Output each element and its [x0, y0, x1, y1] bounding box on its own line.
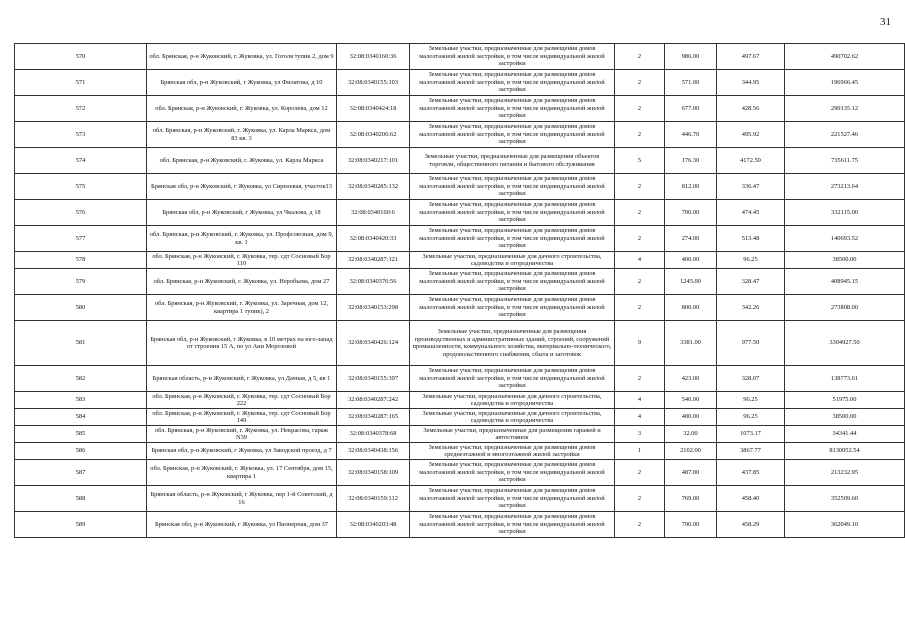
row-area: 400.00 — [665, 252, 717, 269]
table-row — [15, 409, 905, 426]
row-unit-price: 342.26 — [717, 295, 785, 321]
row-cadastral-number: 32:08:0340287:121 — [337, 252, 410, 269]
row-number: 571 — [15, 70, 147, 96]
row-cadastral-value: 221527.46 — [785, 122, 905, 148]
row-cadastral-value: 38500.00 — [785, 409, 905, 426]
row-number: 575 — [15, 174, 147, 200]
row-land-use: Земельные участки, предназначенные для размещения домов малоэтажной жилой застройки, в том числе индивидуальной жилой застройки — [410, 486, 615, 512]
row-land-use: Земельные участки, предназначенные для дачного строительства, садоводства и огородничества — [410, 392, 615, 409]
table-row — [15, 366, 905, 392]
row-category: 2 — [615, 200, 665, 226]
row-cadastral-value: 290135.12 — [785, 96, 905, 122]
row-area: 986.00 — [665, 44, 717, 70]
row-area: 571.00 — [665, 70, 717, 96]
row-land-use: Земельные участки, предназначенные для размещения домов малоэтажной жилой застройки, в том числе индивидуальной жилой застройки — [410, 295, 615, 321]
row-number: 587 — [15, 460, 147, 486]
row-category: 2 — [615, 44, 665, 70]
page-number: 31 — [880, 16, 891, 28]
row-category: 2 — [615, 486, 665, 512]
table-row — [15, 295, 905, 321]
row-unit-price: 497.67 — [717, 44, 785, 70]
row-cadastral-number: 32:08:0340378:68 — [337, 426, 410, 443]
row-category: 2 — [615, 122, 665, 148]
row-category: 1 — [615, 443, 665, 460]
row-address: обл. Брянская, р-н Жуковский, г. Жуковка, ул. Профсоюзная, дом 9, кв. 1 — [147, 226, 337, 252]
row-land-use: Земельные участки, предназначенные для размещения домов малоэтажной жилой застройки, в том числе индивидуальной жилой застройки — [410, 122, 615, 148]
row-land-use: Земельные участки, предназначенные для размещения производственных и административных зданий, строений, сооружений промышленности, коммунального хозяйства, материально-технического, продовольственного снабжения, сбыта и заготовок — [410, 321, 615, 366]
row-address: Брянская обл, р-н Жуковский, г Жуковка, ул Заводской проезд, д 7 — [147, 443, 337, 460]
row-category: 2 — [615, 269, 665, 295]
row-address: обл. Брянская, р-н Жуковский, г. Жуковка, ул. Карла Маркса — [147, 148, 337, 174]
row-address: Брянская область, р-н Жуковский, г Жуковка, ул Дачная, д 5, кв 1 — [147, 366, 337, 392]
row-number: 578 — [15, 252, 147, 269]
row-area: 677.00 — [665, 96, 717, 122]
row-category: 2 — [615, 512, 665, 538]
row-address: Брянская область, р-н Жуковский, г Жуковка, пер 1-й Советский, д 16 — [147, 486, 337, 512]
row-address: обл. Брянская, р-н Жуковский, г. Жуковка, ул. Карла Маркса, дом 83 кв. 3 — [147, 122, 337, 148]
table-row — [15, 443, 905, 460]
row-land-use: Земельные участки, предназначенные для размещения домов малоэтажной жилой застройки, в том числе индивидуальной жилой застройки — [410, 96, 615, 122]
row-land-use: Земельные участки, предназначенные для размещения домов малоэтажной жилой застройки, в том числе индивидуальной жилой застройки — [410, 174, 615, 200]
row-cadastral-number: 32:08:0340153:298 — [337, 295, 410, 321]
row-category: 2 — [615, 295, 665, 321]
row-land-use: Земельные участки, предназначенные для размещения домов малоэтажной жилой застройки, в том числе индивидуальной жилой застройки — [410, 200, 615, 226]
row-cadastral-number: 32:08:0340203:48 — [337, 512, 410, 538]
row-cadastral-number: 32:08:0340376:56 — [337, 269, 410, 295]
row-number: 588 — [15, 486, 147, 512]
row-number: 583 — [15, 392, 147, 409]
row-number: 574 — [15, 148, 147, 174]
row-category: 5 — [615, 148, 665, 174]
row-category: 2 — [615, 96, 665, 122]
row-address: обл. Брянская, р-н Жуковский, г. Жуковка, ул. Некрасова, гараж N39 — [147, 426, 337, 443]
row-address: Брянская обл, р-н Жуковский, г Жуковка, в 10 метрах на юго-запад от строения 15 А, по ул Ани Морозовой — [147, 321, 337, 366]
row-number: 589 — [15, 512, 147, 538]
table-row — [15, 252, 905, 269]
table-row — [15, 392, 905, 409]
row-number: 580 — [15, 295, 147, 321]
row-area: 769.00 — [665, 486, 717, 512]
row-area: 700.00 — [665, 200, 717, 226]
row-cadastral-value: 38500.00 — [785, 252, 905, 269]
row-area: 800.00 — [665, 295, 717, 321]
row-cadastral-number: 32:08:0340158:109 — [337, 460, 410, 486]
row-area: 32.00 — [665, 426, 717, 443]
row-cadastral-value: 213232.95 — [785, 460, 905, 486]
row-area: 274.00 — [665, 226, 717, 252]
table-row — [15, 460, 905, 486]
row-land-use: Земельные участки, предназначенные для размещения домов малоэтажной жилой застройки, в том числе индивидуальной жилой застройки — [410, 512, 615, 538]
row-land-use: Земельные участки, предназначенные для размещения домов малоэтажной жилой застройки, в том числе индивидуальной жилой застройки — [410, 226, 615, 252]
row-cadastral-number: 32:08:0340438:156 — [337, 443, 410, 460]
table-row — [15, 70, 905, 96]
row-address: обл. Брянская, р-н Жуковский, г. Жуковка, тер. сдт Сосновый Бор 110 — [147, 252, 337, 269]
row-cadastral-value: 273213.64 — [785, 174, 905, 200]
row-cadastral-number: 32:08:0340155:397 — [337, 366, 410, 392]
row-address: обл. Брянская, р-н Жуковский, г. Жуковка, ул. Гоголя тупик 2, дом 9 — [147, 44, 337, 70]
row-unit-price: 458.40 — [717, 486, 785, 512]
row-area: 487.00 — [665, 460, 717, 486]
row-cadastral-value: 490702.62 — [785, 44, 905, 70]
row-land-use: Земельные участки, предназначенные для размещения домов малоэтажной жилой застройки, в том числе индивидуальной жилой застройки — [410, 269, 615, 295]
row-unit-price: 458.29 — [717, 512, 785, 538]
row-unit-price: 1073.17 — [717, 426, 785, 443]
row-number: 582 — [15, 366, 147, 392]
row-cadastral-number: 32:08:0340160:6 — [337, 200, 410, 226]
row-category: 2 — [615, 174, 665, 200]
row-category: 2 — [615, 366, 665, 392]
row-cadastral-value: 273808.00 — [785, 295, 905, 321]
row-cadastral-value: 735611.75 — [785, 148, 905, 174]
table-row — [15, 486, 905, 512]
row-category: 2 — [615, 70, 665, 96]
row-cadastral-value: 3304927.50 — [785, 321, 905, 366]
row-unit-price: 3867.77 — [717, 443, 785, 460]
row-land-use: Земельные участки, предназначенные для дачного строительства, садоводства и огородничества — [410, 409, 615, 426]
row-cadastral-value: 408945.15 — [785, 269, 905, 295]
row-cadastral-number: 32:08:0340206:62 — [337, 122, 410, 148]
table-row — [15, 426, 905, 443]
row-number: 579 — [15, 269, 147, 295]
land-registry-table — [14, 43, 905, 538]
row-area: 790.00 — [665, 512, 717, 538]
row-land-use: Земельные участки, предназначенные для дачного строительства, садоводства и огородничества — [410, 252, 615, 269]
row-land-use: Земельные участки, предназначенные для размещения домов среднеэтажной и многоэтажной жилой застройки — [410, 443, 615, 460]
row-cadastral-number: 32:08:0340155:103 — [337, 70, 410, 96]
row-area: 2102.00 — [665, 443, 717, 460]
table-row — [15, 174, 905, 200]
row-land-use: Земельные участки, предназначенные для размещения домов малоэтажной жилой застройки, в том числе индивидуальной жилой застройки — [410, 366, 615, 392]
row-land-use: Земельные участки, предназначенные для размещения объектов торговли, общественного питания и бытового обслуживания — [410, 148, 615, 174]
row-land-use: Земельные участки, предназначенные для размещения домов малоэтажной жилой застройки, в том числе индивидуальной жилой застройки — [410, 460, 615, 486]
row-category: 4 — [615, 392, 665, 409]
row-cadastral-value: 140693.52 — [785, 226, 905, 252]
row-land-use: Земельные участки, предназначенные для размещения гаражей и автостоянок — [410, 426, 615, 443]
row-cadastral-number: 32:08:0340285:132 — [337, 174, 410, 200]
row-unit-price: 96.25 — [717, 252, 785, 269]
row-unit-price: 495.92 — [717, 122, 785, 148]
row-cadastral-number: 32:08:0340287:165 — [337, 409, 410, 426]
row-address: обл. Брянская, р-н Жуковский, г. Жуковка, ул. 17 Сентября, дом 15, квартира 1 — [147, 460, 337, 486]
row-cadastral-number: 32:08:0340160:36 — [337, 44, 410, 70]
row-address: обл. Брянская, р-н Жуковский, г. Жуковка, ул. Королева, дом 12 — [147, 96, 337, 122]
row-area: 812.00 — [665, 174, 717, 200]
table-row — [15, 122, 905, 148]
row-area: 176.30 — [665, 148, 717, 174]
row-unit-price: 96.25 — [717, 392, 785, 409]
row-area: 400.00 — [665, 409, 717, 426]
row-address: обл. Брянская, р-н Жуковский, г. Жуковка, ул. Заречная, дом 12, квартира 1 тупик), 2 — [147, 295, 337, 321]
row-number: 585 — [15, 426, 147, 443]
table-row — [15, 226, 905, 252]
row-land-use: Земельные участки, предназначенные для размещения домов малоэтажной жилой застройки, в том числе индивидуальной жилой застройки — [410, 44, 615, 70]
row-cadastral-value: 196966.45 — [785, 70, 905, 96]
row-address: Брянская обл, р-н Жуковский, г Жуковка, ул Чкалова, д 18 — [147, 200, 337, 226]
row-unit-price: 328.47 — [717, 269, 785, 295]
row-number: 570 — [15, 44, 147, 70]
row-unit-price: 474.45 — [717, 200, 785, 226]
row-number: 573 — [15, 122, 147, 148]
row-area: 423.00 — [665, 366, 717, 392]
table-row — [15, 96, 905, 122]
row-unit-price: 977.50 — [717, 321, 785, 366]
table-row — [15, 148, 905, 174]
table-row — [15, 321, 905, 366]
row-cadastral-value: 352509.60 — [785, 486, 905, 512]
row-unit-price: 336.47 — [717, 174, 785, 200]
row-area: 3381.00 — [665, 321, 717, 366]
row-address: Брянская обл, р-н Жуковский, г Жуковка, ул Сиреневая, участок13 — [147, 174, 337, 200]
row-unit-price: 328.07 — [717, 366, 785, 392]
row-cadastral-value: 51975.00 — [785, 392, 905, 409]
row-number: 577 — [15, 226, 147, 252]
table-body — [15, 44, 905, 538]
row-unit-price: 344.95 — [717, 70, 785, 96]
row-area: 540.00 — [665, 392, 717, 409]
row-land-use: Земельные участки, предназначенные для размещения домов малоэтажной жилой застройки, в том числе индивидуальной жилой застройки — [410, 70, 615, 96]
row-address: обл. Брянская, р-н Жуковский, г. Жуковка, ул. Неробьева, дом 27 — [147, 269, 337, 295]
row-cadastral-number: 32:08:0340159:112 — [337, 486, 410, 512]
row-area: 1245.00 — [665, 269, 717, 295]
row-cadastral-value: 362049.10 — [785, 512, 905, 538]
row-address: обл. Брянская, р-н Жуковский, г. Жуковка, тер. сдт Сосновый Бор 222 — [147, 392, 337, 409]
row-unit-price: 437.85 — [717, 460, 785, 486]
row-category: 9 — [615, 321, 665, 366]
row-cadastral-value: 8130052.54 — [785, 443, 905, 460]
row-number: 576 — [15, 200, 147, 226]
row-cadastral-number: 32:08:0340420:33 — [337, 226, 410, 252]
table-row — [15, 200, 905, 226]
row-unit-price: 513.48 — [717, 226, 785, 252]
row-number: 572 — [15, 96, 147, 122]
row-cadastral-number: 32:08:0340287:242 — [337, 392, 410, 409]
row-category: 2 — [615, 226, 665, 252]
row-address: Брянская обл, р-н Жуковский, г Жуковка, ул Филатова, д 10 — [147, 70, 337, 96]
row-unit-price: 4172.50 — [717, 148, 785, 174]
row-unit-price: 428.56 — [717, 96, 785, 122]
row-category: 3 — [615, 426, 665, 443]
row-number: 584 — [15, 409, 147, 426]
row-address: обл. Брянская, р-н Жуковский, г. Жуковка, тер. сдт Сосновый Бор 149 — [147, 409, 337, 426]
row-category: 4 — [615, 252, 665, 269]
row-cadastral-number: 32:08:0340217:101 — [337, 148, 410, 174]
row-address: Брянская обл, р-н Жуковский, г Жуковка, ул Пионерная, дом 37 — [147, 512, 337, 538]
row-cadastral-number: 32:08:0340424:18 — [337, 96, 410, 122]
row-cadastral-value: 34341.44 — [785, 426, 905, 443]
row-number: 581 — [15, 321, 147, 366]
row-cadastral-value: 332115.00 — [785, 200, 905, 226]
row-number: 586 — [15, 443, 147, 460]
table-row — [15, 44, 905, 70]
table-row — [15, 269, 905, 295]
row-category: 2 — [615, 460, 665, 486]
row-category: 4 — [615, 409, 665, 426]
table-row — [15, 512, 905, 538]
row-unit-price: 96.25 — [717, 409, 785, 426]
row-area: 446.70 — [665, 122, 717, 148]
row-cadastral-value: 138773.61 — [785, 366, 905, 392]
row-cadastral-number: 32:08:0340426:124 — [337, 321, 410, 366]
